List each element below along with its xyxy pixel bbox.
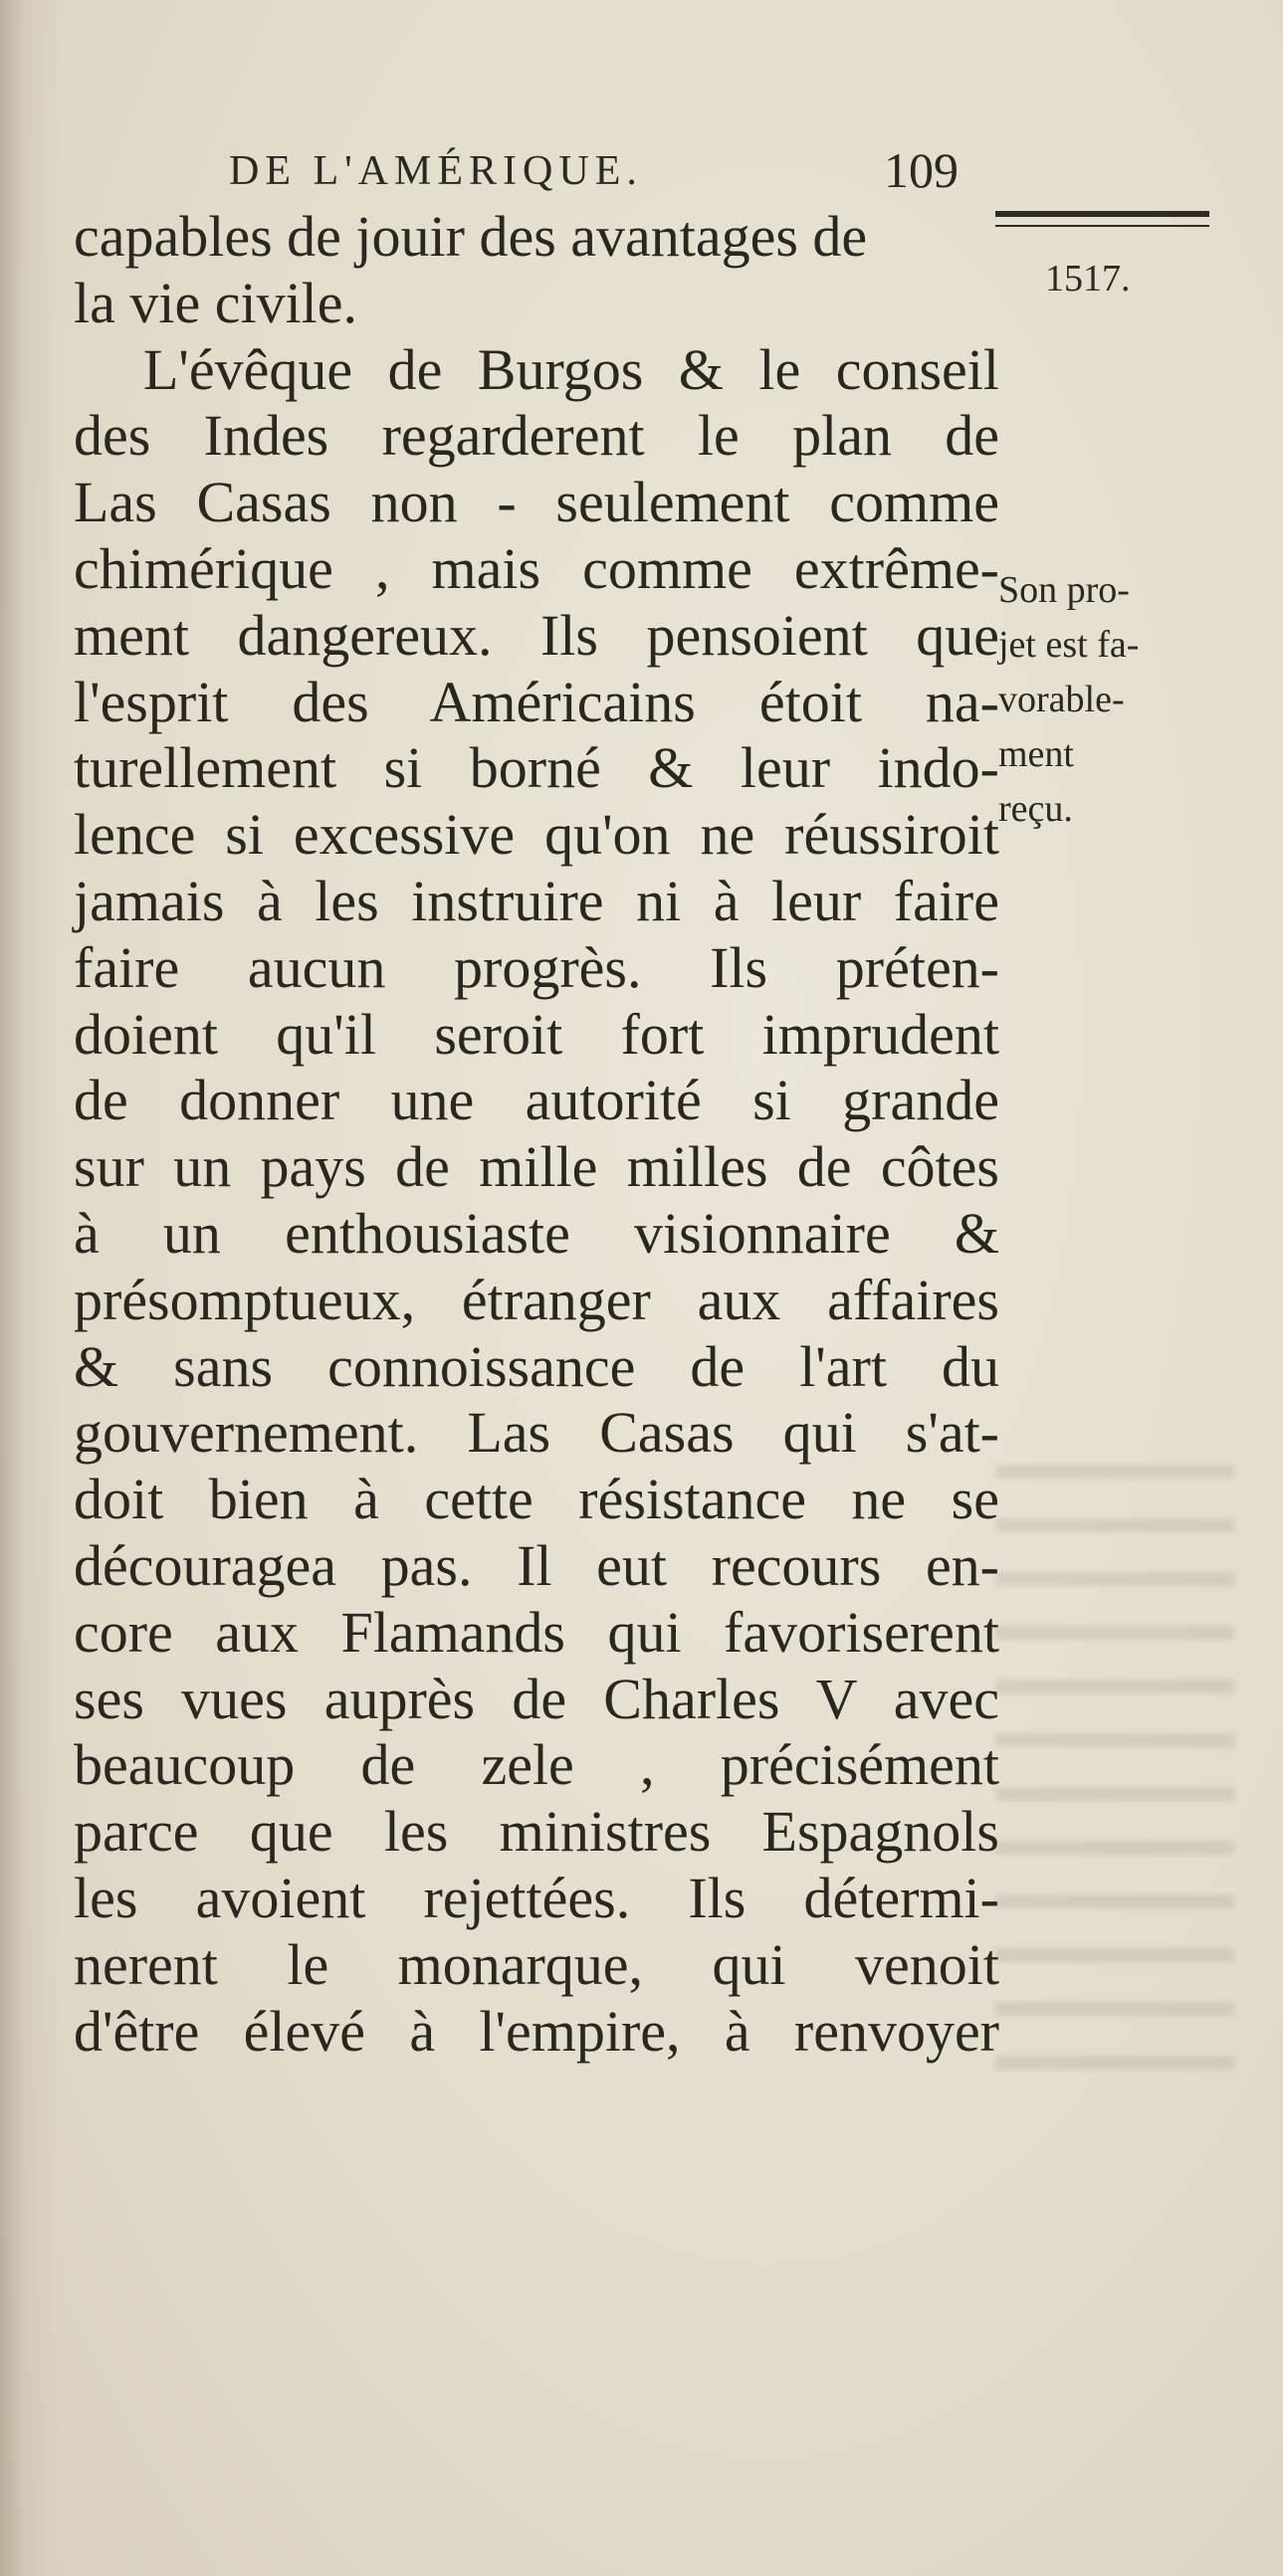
text-line: à un enthousiaste visionnaire & bbox=[74, 1200, 999, 1266]
text-line: ses vues auprès de Charles V avec bbox=[74, 1666, 999, 1731]
text-line: sur un pays de mille milles de côtes bbox=[74, 1134, 999, 1200]
text-line: découragea pas. Il eut recours en- bbox=[74, 1532, 999, 1598]
body-text bbox=[74, 204, 999, 2065]
sidenote-line: ment bbox=[998, 733, 1074, 775]
text-line: lence si excessive qu'on ne réussiroit bbox=[74, 802, 999, 868]
page-number: 109 bbox=[884, 142, 959, 198]
text-line: doient qu'il seroit fort imprudent bbox=[74, 1001, 999, 1067]
margin-sidenote bbox=[998, 563, 1237, 837]
sidenote-line: reçu. bbox=[998, 788, 1073, 830]
text-line: gouvernement. Las Casas qui s'at- bbox=[74, 1400, 999, 1466]
text-line: l'esprit des Américains étoit na- bbox=[74, 669, 999, 734]
text-line: Las Casas non - seulement comme bbox=[74, 470, 999, 535]
show-through-text bbox=[995, 1453, 1234, 2070]
text-line: jamais à les instruire ni à leur faire bbox=[74, 868, 999, 933]
text-line: & sans connoissance de l'art du bbox=[74, 1333, 999, 1399]
text-line: des Indes regarderent le plan de bbox=[74, 403, 999, 469]
text-line: les avoient rejettées. Ils détermi- bbox=[74, 1865, 999, 1930]
text-line: core aux Flamands qui favoriserent bbox=[74, 1599, 999, 1665]
text-line: de donner une autorité si grande bbox=[74, 1068, 999, 1133]
text-line: parce que les ministres Espagnols bbox=[74, 1799, 999, 1865]
running-head: DE L'AMÉRIQUE. bbox=[229, 148, 643, 194]
text-line: capables de jouir des avantages de bbox=[74, 204, 868, 269]
text-line: L'évêque de Burgos & le conseil bbox=[143, 336, 999, 402]
text-line: doit bien à cette résistance ne se bbox=[74, 1467, 999, 1532]
text-line: présomptueux, étranger aux affaires bbox=[74, 1267, 999, 1332]
text-line: la vie civile. bbox=[74, 270, 358, 335]
sidenote-line: Son pro- bbox=[998, 569, 1130, 611]
text-line: nerent le monarque, qui venoit bbox=[74, 1931, 999, 1997]
text-line: turellement si borné & leur indo- bbox=[74, 735, 999, 801]
sidenote-line: jet est fa- bbox=[998, 624, 1140, 666]
text-line: beaucoup de zele , précisément bbox=[74, 1732, 999, 1798]
sidenote-line: vorable- bbox=[998, 679, 1125, 720]
margin-rule bbox=[995, 211, 1209, 227]
text-line: d'être élevé à l'empire, à renvoyer bbox=[74, 1998, 999, 2064]
text-line: faire aucun progrès. Ils préten- bbox=[74, 934, 999, 1000]
text-line: ment dangereux. Ils pensoient que bbox=[74, 602, 999, 668]
text-line: chimérique , mais comme extrême- bbox=[74, 535, 999, 601]
margin-year: 1517. bbox=[1045, 258, 1131, 299]
